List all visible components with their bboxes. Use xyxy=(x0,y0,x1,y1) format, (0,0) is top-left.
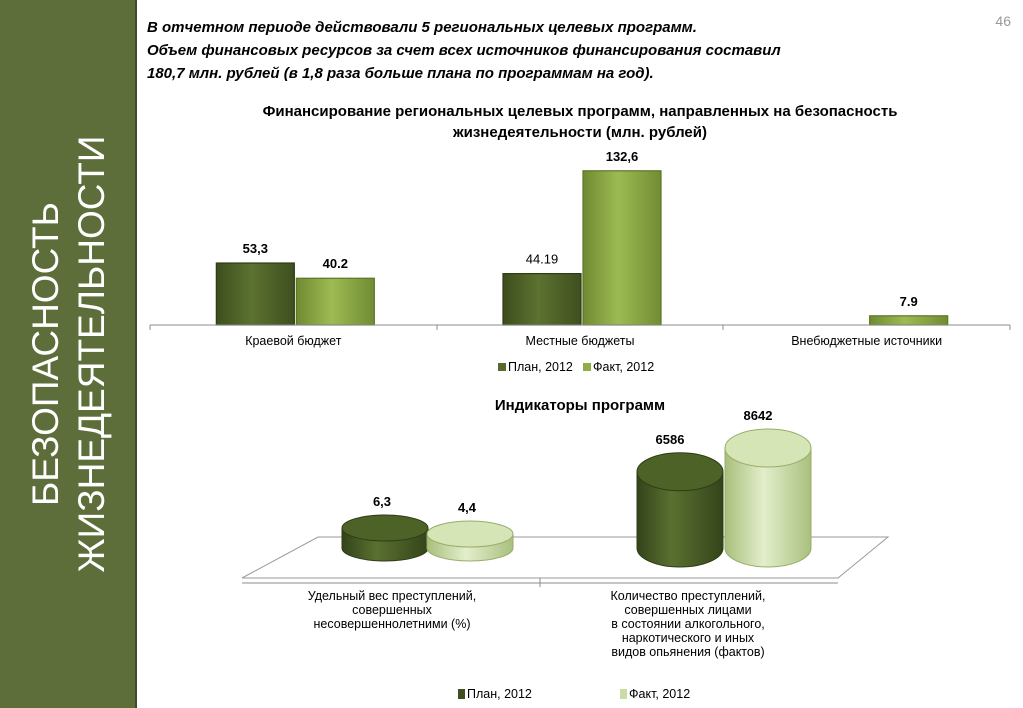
chart1-data-label: 132,6 xyxy=(605,148,639,164)
chart2-category-label-line: видов опьянения (фактов) xyxy=(611,645,765,659)
chart2-category-label-line: совершенных xyxy=(352,603,432,617)
chart1-legend xyxy=(498,360,654,374)
chart1-data-label: 44.19 xyxy=(525,251,559,267)
chart2-data-label: 6586 xyxy=(655,431,685,447)
chart2-category-label-line: несовершеннолетними (%) xyxy=(313,617,471,631)
intro-line-1: В отчетном периоде действовали 5 региональных целевых программ. xyxy=(147,19,697,36)
chart1-bar-fact xyxy=(583,171,661,325)
chart1-bar-fact xyxy=(296,278,374,325)
chart2-legend-fact-label: Факт, 2012 xyxy=(629,687,691,701)
sidebar-title-line1: БЕЗОПАСНОСТЬ xyxy=(25,202,66,506)
chart2-bar-top-fact xyxy=(427,521,513,547)
chart2-category-label-line: Количество преступлений, xyxy=(610,589,766,603)
chart2-legend-fact-swatch xyxy=(620,689,627,699)
chart2-bar-top-fact xyxy=(725,429,811,467)
chart2-category-label xyxy=(611,589,766,659)
chart1-legend-plan-label: План, 2012 xyxy=(508,360,573,374)
chart1-bar-plan xyxy=(503,274,581,325)
page-number: 46 xyxy=(995,13,1011,29)
chart1-legend-plan-swatch xyxy=(498,363,506,371)
chart2-title: Индикаторы программ xyxy=(494,397,666,414)
sidebar-title-line2: ЖИЗНЕДЕЯТЕЛЬНОСТИ xyxy=(71,135,112,573)
chart2-bar-top-plan xyxy=(637,453,723,491)
intro-line-3: 180,7 млн. рублей (в 1,8 раза больше плана по программам на год). xyxy=(147,65,654,82)
chart1-legend-fact-label: Факт, 2012 xyxy=(593,360,655,374)
chart2-category-label-line: в состоянии алкогольного, xyxy=(611,617,765,631)
chart2-data-label: 6,3 xyxy=(372,494,392,509)
chart2-category-labels xyxy=(308,589,766,659)
chart1-bars xyxy=(216,149,947,325)
chart1-data-label: 40.2 xyxy=(322,256,348,272)
chart1-bar-fact xyxy=(870,316,948,325)
chart2-legend-plan-swatch xyxy=(458,689,465,699)
chart2-category-label-line: Удельный вес преступлений, xyxy=(307,589,477,603)
chart1-bar-plan xyxy=(216,263,294,325)
chart1-category-label: Местные бюджеты xyxy=(525,334,635,348)
chart2-category-label xyxy=(308,589,477,631)
chart2-category-label-line: наркотического и иных xyxy=(621,631,755,645)
chart2-bar-top-plan xyxy=(342,515,428,541)
chart1-legend-fact-swatch xyxy=(583,363,591,371)
chart1-title-line1: Финансирование региональных целевых программ, направленных на безопасность xyxy=(262,103,898,120)
chart2-legend xyxy=(458,687,690,701)
intro-line-2: Объем финансовых ресурсов за счет всех источников финансирования составил xyxy=(147,42,781,59)
chart1-category-label: Краевой бюджет xyxy=(245,334,342,348)
chart1-data-label: 7.9 xyxy=(899,293,918,309)
chart2-legend-plan-label: План, 2012 xyxy=(467,687,532,701)
chart2-data-label: 4,4 xyxy=(457,500,477,516)
chart1-category-label: Внебюджетные источники xyxy=(791,334,943,348)
chart2-category-label-line: совершенных лицами xyxy=(624,603,752,617)
chart1-data-label: 53,3 xyxy=(242,241,268,257)
chart1-title-line2: жизнедеятельности (млн. рублей) xyxy=(453,124,707,141)
chart2-data-label: 8642 xyxy=(743,408,773,423)
chart1-category-labels xyxy=(245,334,942,348)
